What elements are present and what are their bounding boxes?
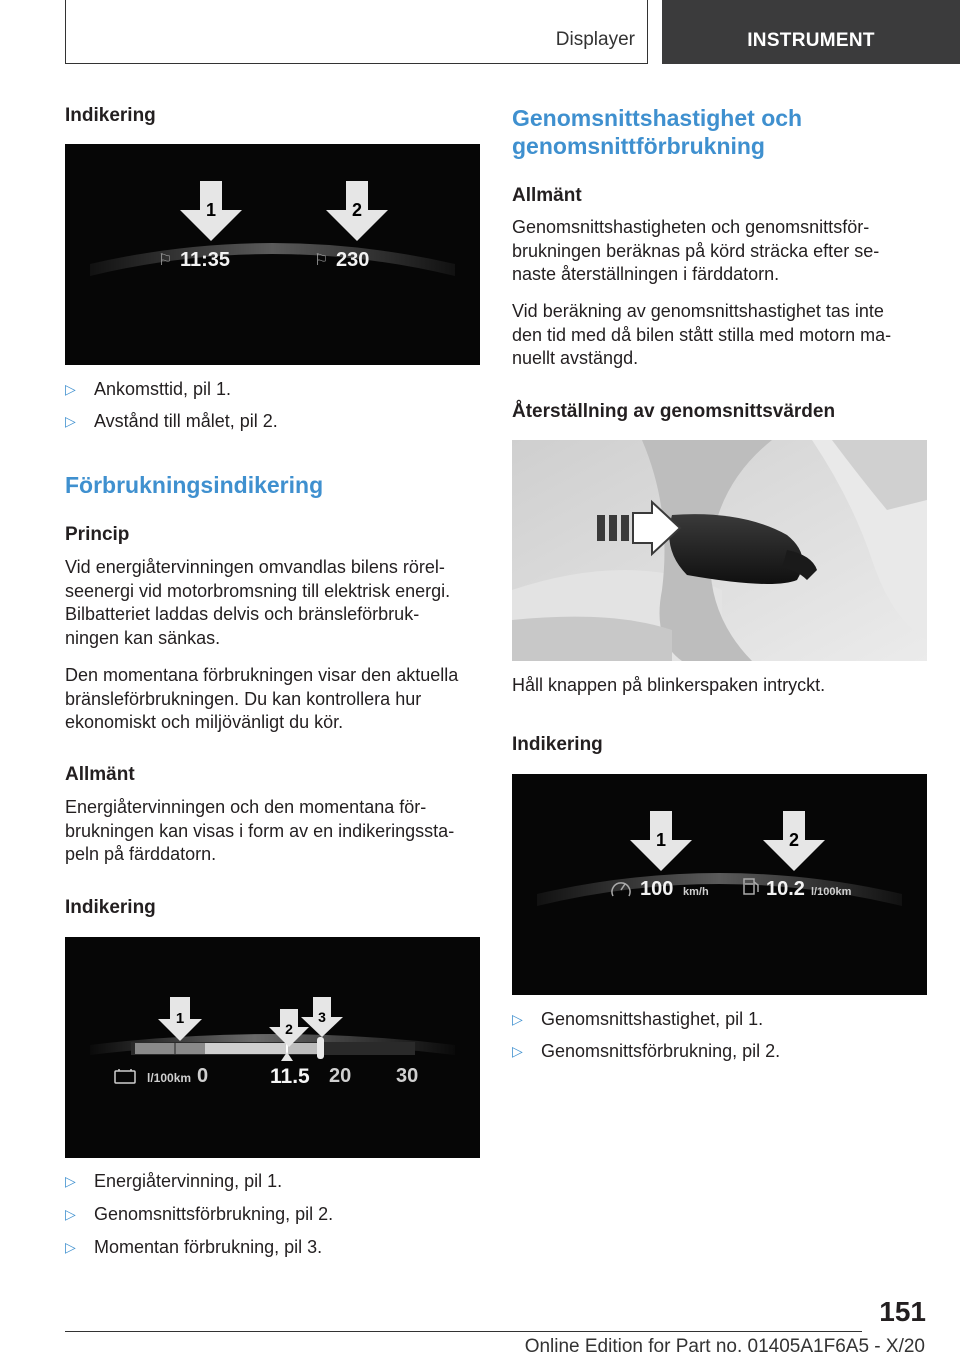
list-item: ▷ Genomsnittsförbrukning, pil 2. [512, 1041, 781, 1061]
arrow-label-1: 1 [205, 200, 217, 220]
header-chapter-box [662, 0, 960, 64]
consumption-unit: l/100km [811, 886, 852, 898]
distance-value: 230 [336, 249, 370, 271]
triangle-bullet-icon: ▷ [65, 1239, 76, 1255]
arrow-label-2: 2 [788, 830, 800, 850]
bullet-list-1 [65, 378, 481, 433]
princip-heading: Princip [65, 524, 130, 545]
arrow-label-3: 3 [318, 1009, 326, 1025]
allmant-heading-right: Allmänt [512, 185, 582, 206]
footer-divider [65, 1331, 862, 1332]
bullet-list-right [512, 1008, 928, 1063]
allmant-paragraph-right-1: Genomsnittshastigheten och genomsnittsför- brukningen beräknas på körd sträcka efter se- naste återställningen i färddatorn. [512, 217, 880, 284]
average-consumption-value: 11.5 [270, 1065, 310, 1088]
header-section-box [65, 0, 648, 64]
triangle-bullet-icon: ▷ [65, 381, 76, 397]
footer-edition: Online Edition for Part no. 01405A1F6A5 - X/20 [524, 1336, 925, 1357]
page-number: 151 [879, 1296, 926, 1327]
arrow-label-2: 2 [351, 200, 363, 220]
princip-paragraph-2: Den momentana förbrukningen visar den aktuella bränsleförbrukningen. Du kan kontrollera hur ekonomiskt och miljövänligt du kör. [65, 665, 459, 732]
display-image-speed-consumption [512, 774, 927, 995]
indikering-heading-2: Indikering [65, 897, 156, 918]
list-item: ▷ Energiåtervinning, pil 1. [65, 1171, 283, 1191]
triangle-bullet-icon: ▷ [65, 1206, 76, 1222]
indikering-heading-1: Indikering [65, 105, 156, 126]
consumption-unit: l/100km [147, 1071, 192, 1085]
battery-icon [115, 1069, 135, 1083]
scale-label-30: 30 [396, 1065, 419, 1087]
average-consumption-value: 10.2 [766, 878, 805, 900]
section-title: Displayer [555, 29, 635, 50]
display-image-consumption-bar [65, 937, 480, 1158]
allmant-heading-left: Allmänt [65, 764, 135, 785]
bullet-list-2 [65, 1170, 481, 1259]
scale-label-20: 20 [329, 1065, 352, 1087]
arrow-label-2: 2 [285, 1021, 293, 1037]
reset-caption: Håll knappen på blinkerspaken intryckt. [512, 675, 826, 695]
speed-unit: km/h [683, 886, 709, 898]
list-item: ▷ Genomsnittsförbrukning, pil 2. [65, 1204, 334, 1224]
list-item: ▷ Avstånd till målet, pil 2. [65, 411, 278, 431]
arrival-time: 11:35 [180, 249, 231, 271]
list-item: ▷ Genomsnittshastighet, pil 1. [512, 1009, 764, 1029]
allmant-paragraph-left: Energiåtervinningen och den momentana för- brukningen kan visas i form av en indikeringssta- peln på färddatorn. [65, 797, 455, 864]
triangle-bullet-icon: ▷ [65, 1173, 76, 1189]
reset-heading: Återställning av genomsnittsvärden [512, 401, 836, 422]
flag-icon: ⚐ [158, 250, 173, 269]
flag-icon: ⚐ [314, 250, 329, 269]
section-title-forbrukningsindikering: Förbrukningsindikering [65, 472, 324, 498]
princip-paragraph-1: Vid energiåtervinningen omvandlas bilens rörel- seenergi vid motorbromsning till elektrisk energi. Bilbatteriet laddas delvis och bränsleförbruk- ningen kan sänkas. [65, 557, 451, 648]
arrow-label-1: 1 [655, 830, 667, 850]
turn-signal-lever-photo [512, 440, 927, 661]
triangle-bullet-icon: ▷ [65, 413, 76, 429]
section-title-genomsnitt: Genomsnittshastighet och genomsnittförbrukning [512, 105, 803, 159]
display-image-arrival-distance [65, 144, 480, 365]
triangle-bullet-icon: ▷ [512, 1011, 523, 1027]
list-item: ▷ Ankomsttid, pil 1. [65, 379, 232, 399]
list-item: ▷ Momentan förbrukning, pil 3. [65, 1237, 323, 1257]
indikering-heading-right: Indikering [512, 734, 603, 755]
needle-marker-icon [317, 1037, 324, 1059]
scale-label-0: 0 [197, 1065, 209, 1087]
average-speed-value: 100 [640, 878, 674, 900]
arrow-label-1: 1 [175, 1010, 185, 1027]
chapter-title: INSTRUMENT [747, 30, 875, 51]
allmant-paragraph-right-2: Vid beräkning av genomsnittshastighet tas inte den tid med då bilen stått stilla med motorn ma- nuellt avstängd. [512, 301, 892, 368]
triangle-bullet-icon: ▷ [512, 1043, 523, 1059]
